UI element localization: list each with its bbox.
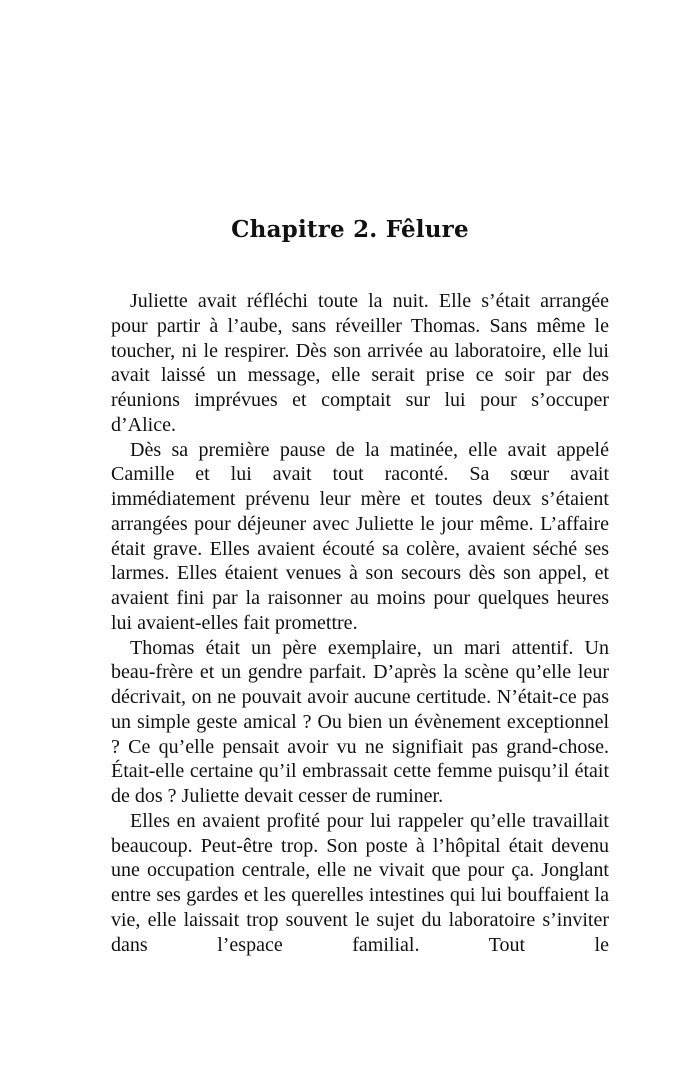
chapter-title: Chapitre 2. Fêlure xyxy=(231,216,469,243)
chapter-body xyxy=(111,289,609,957)
paragraph-3: Thomas était un père exemplaire, un mari attentif. Un beau-frère et un gendre parfait. D’après la scène qu’elle leur décrivait, on ne pouvait avoir aucune certitude. N’était-ce pas un simple geste amical ? Ou bien un évènement exceptionnel ? Ce qu’elle pensait avoir vu ne signifiait pas grand-chose. Était-elle certaine qu’il embrassait cette femme puisqu’il était de dos ? Juliette devait cesser de ruminer. xyxy=(111,636,609,807)
paragraph-1: Juliette avait réfléchi toute la nuit. Elle s’était arrangée pour partir à l’aube, sans réveiller Thomas. Sans même le toucher, ni le respirer. Dès son arrivée au laboratoire, elle lui avait laissé un message, elle serait prise ce soir par des réunions imprévues et comptait sur lui pour s’occuper d’Alice. xyxy=(111,290,609,436)
paragraph-2: Dès sa première pause de la matinée, elle avait appelé Camille et lui avait tout raconté. Sa sœur avait immédiatement prévenu leur mère et toutes deux s’étaient arrangées pour déjeuner avec Juliette le jour même. L’affaire était grave. Elles avaient écouté sa colère, avaient séché ses larmes. Elles étaient venues à son secours dès son appel, et avaient fini par la raisonner au moins pour quelques heures lui avaient-elles fait promettre. xyxy=(111,438,609,634)
paragraph-4: Elles en avaient profité pour lui rappeler qu’elle travaillait beaucoup. Peut-être trop. Son poste à l’hôpital était devenu une occupation centrale, elle ne vivait que pour ça. Jonglant entre ses gardes et les querelles intestines qui lui bouffaient la vie, elle laissait trop souvent le sujet du laboratoire s’inviter dans l’espace familial. Tout le xyxy=(111,809,609,956)
